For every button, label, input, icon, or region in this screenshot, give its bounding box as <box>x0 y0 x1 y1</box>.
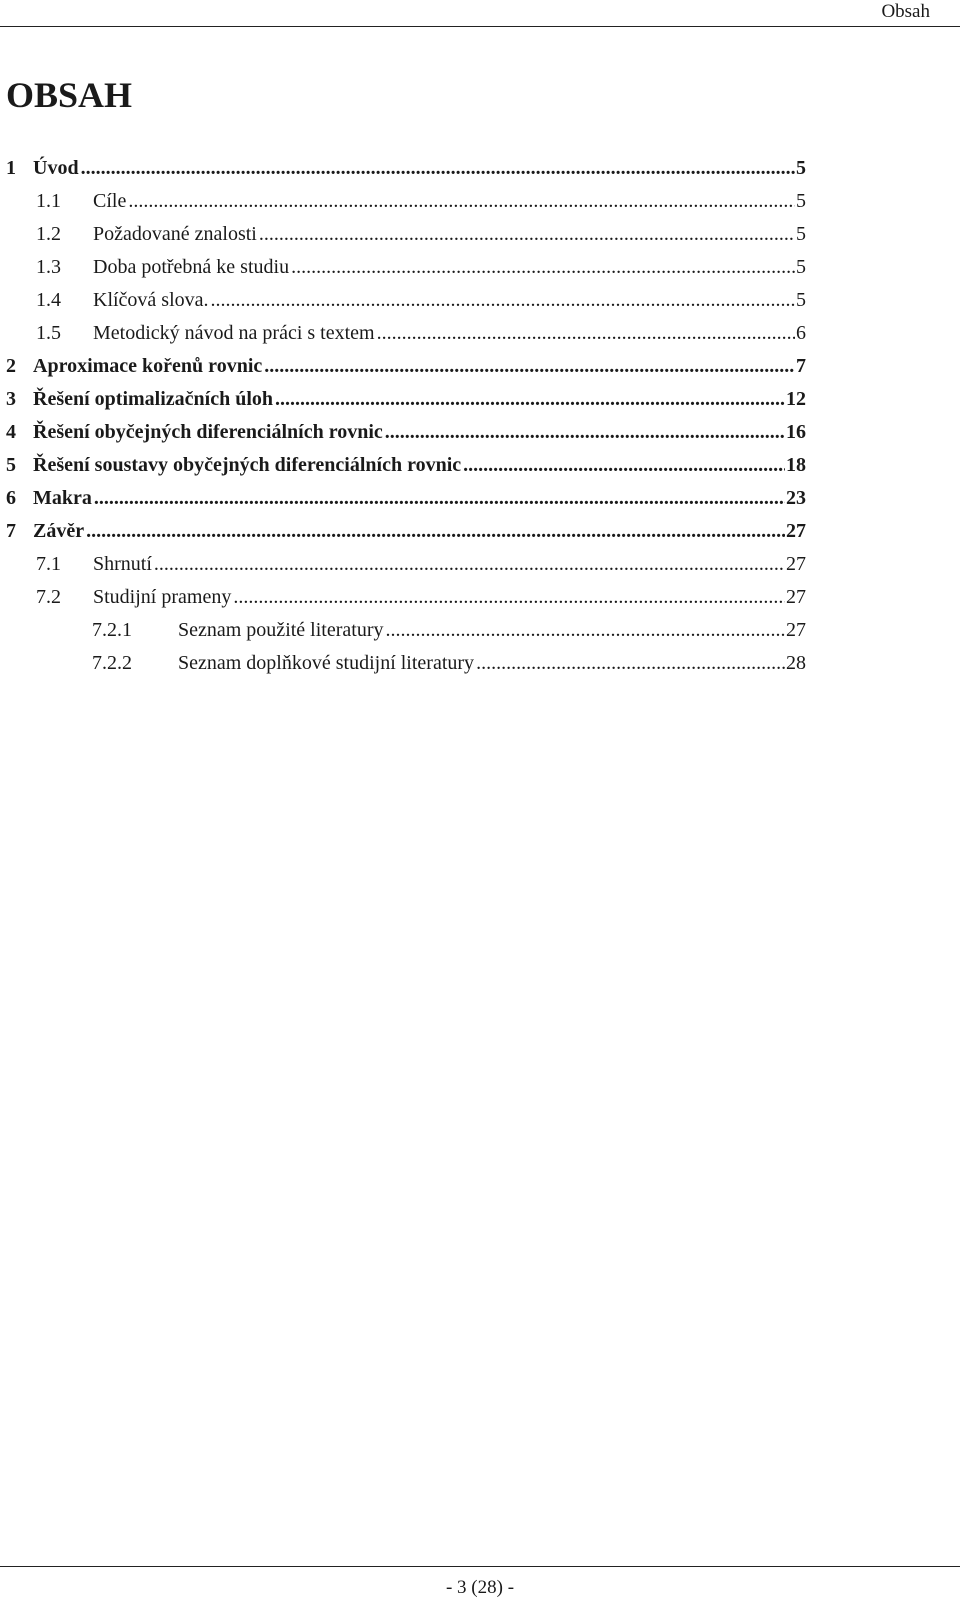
toc-dot-leader <box>154 549 785 579</box>
toc-entry[interactable] <box>6 219 806 252</box>
page-title: OBSAH <box>6 75 133 115</box>
toc-dot-leader <box>81 153 795 183</box>
toc-entry-number: 1 <box>6 157 16 179</box>
toc-entry-title: Řešení obyčejných diferenciálních rovnic <box>33 421 383 443</box>
toc-entry[interactable] <box>6 648 806 681</box>
toc-entry-number: 6 <box>6 487 16 509</box>
table-of-contents <box>6 153 806 681</box>
toc-entry-title: Shrnutí <box>93 553 152 575</box>
toc-entry-page: 28 <box>786 652 806 674</box>
toc-entry-page: 5 <box>796 157 806 179</box>
toc-entry-title: Požadované znalosti <box>93 223 257 245</box>
toc-entry[interactable] <box>6 549 806 582</box>
toc-dot-leader <box>291 252 795 282</box>
toc-entry-page: 23 <box>786 487 806 509</box>
header-rule <box>0 26 960 27</box>
toc-entry[interactable] <box>6 417 806 450</box>
footer-rule <box>0 1566 960 1567</box>
toc-entry-number: 1.5 <box>36 322 61 344</box>
toc-entry-title: Makra <box>33 487 92 509</box>
toc-entry[interactable] <box>6 285 806 318</box>
toc-entry-number: 7.2.1 <box>92 619 132 641</box>
toc-dot-leader <box>86 516 785 546</box>
toc-entry-number: 1.3 <box>36 256 61 278</box>
toc-entry-page: 18 <box>786 454 806 476</box>
toc-entry-title: Úvod <box>33 157 79 179</box>
toc-dot-leader <box>385 417 785 447</box>
toc-entry-page: 16 <box>786 421 806 443</box>
toc-entry-title: Seznam použité literatury <box>178 619 384 641</box>
toc-dot-leader <box>275 384 785 414</box>
toc-entry-page: 27 <box>786 520 806 542</box>
toc-dot-leader <box>377 318 795 348</box>
page-footer: - 3 (28) - <box>445 1577 515 1598</box>
toc-entry-title: Studijní prameny <box>93 586 232 608</box>
running-header: Obsah <box>881 1 930 22</box>
toc-entry-title: Doba potřebná ke studiu <box>93 256 290 278</box>
toc-dot-leader <box>385 615 785 645</box>
toc-entry-page: 5 <box>796 223 806 245</box>
toc-entry-title: Aproximace kořenů rovnic <box>33 355 263 377</box>
toc-entry[interactable] <box>6 483 806 516</box>
toc-entry[interactable] <box>6 318 806 351</box>
toc-entry-page: 5 <box>796 190 806 212</box>
toc-entry-page: 27 <box>786 586 806 608</box>
toc-entry-page: 6 <box>796 322 806 344</box>
toc-entry-page: 27 <box>786 553 806 575</box>
toc-dot-leader <box>476 648 785 678</box>
toc-entry[interactable] <box>6 153 806 186</box>
toc-entry-number: 2 <box>6 355 16 377</box>
toc-entry-title: Klíčová slova. <box>93 289 209 311</box>
toc-entry[interactable] <box>6 516 806 549</box>
toc-entry-number: 1.2 <box>36 223 61 245</box>
toc-dot-leader <box>128 186 795 216</box>
toc-entry-number: 5 <box>6 454 16 476</box>
toc-entry-page: 5 <box>796 289 806 311</box>
toc-entry-number: 1.1 <box>36 190 61 212</box>
toc-entry[interactable] <box>6 351 806 384</box>
toc-dot-leader <box>264 351 795 381</box>
toc-entry-title: Řešení optimalizačních úloh <box>33 388 274 410</box>
toc-entry-number: 3 <box>6 388 16 410</box>
toc-entry-title: Metodický návod na práci s textem <box>93 322 375 344</box>
toc-dot-leader <box>233 582 785 612</box>
toc-entry-title: Cíle <box>93 190 127 212</box>
toc-entry-number: 7.1 <box>36 553 61 575</box>
toc-dot-leader <box>94 483 785 513</box>
toc-entry[interactable] <box>6 615 806 648</box>
toc-entry-title: Závěr <box>33 520 85 542</box>
toc-entry-page: 12 <box>786 388 806 410</box>
toc-entry-title: Řešení soustavy obyčejných diferenciálních rovnic <box>33 454 462 476</box>
toc-entry-title: Seznam doplňkové studijní literatury <box>178 652 475 674</box>
toc-entry-number: 1.4 <box>36 289 61 311</box>
toc-entry-number: 7.2 <box>36 586 61 608</box>
toc-entry-number: 7.2.2 <box>92 652 132 674</box>
toc-entry-number: 7 <box>6 520 16 542</box>
toc-entry[interactable] <box>6 582 806 615</box>
toc-dot-leader <box>463 450 785 480</box>
toc-dot-leader <box>259 219 795 249</box>
toc-entry-page: 7 <box>796 355 806 377</box>
toc-entry-number: 4 <box>6 421 16 443</box>
toc-entry-page: 5 <box>796 256 806 278</box>
toc-entry[interactable] <box>6 186 806 219</box>
toc-entry-page: 27 <box>786 619 806 641</box>
toc-dot-leader <box>211 285 795 315</box>
toc-entry[interactable] <box>6 384 806 417</box>
toc-entry[interactable] <box>6 252 806 285</box>
toc-entry[interactable] <box>6 450 806 483</box>
